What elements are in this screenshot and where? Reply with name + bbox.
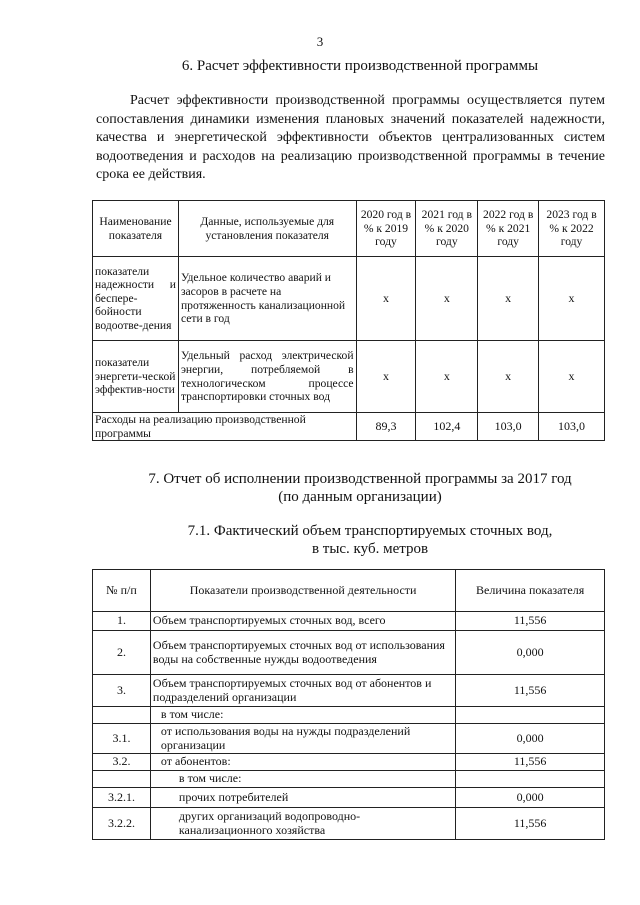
value-cell: х: [356, 341, 416, 413]
header-cell: 2023 год в % к 2022 году: [539, 201, 605, 257]
row-label: в том числе:: [150, 771, 455, 788]
indicator-data: Удельное количество аварий и засоров в расчете на протяженность канализационной сети в год: [178, 257, 356, 341]
row-value: 11,556: [456, 675, 605, 707]
row-label: других организаций водопроводно-канализационного хозяйства: [150, 808, 455, 840]
value-cell: х: [416, 257, 478, 341]
header-cell: Величина показателя: [456, 570, 605, 612]
section-7-title-line2: (по данным организации): [278, 489, 442, 505]
table-row: [93, 675, 605, 707]
row-value: [456, 771, 605, 788]
table-row: [93, 612, 605, 631]
row-label: от абонентов:: [150, 754, 455, 771]
header-cell: 2022 год в % к 2021 году: [478, 201, 539, 257]
row-label: от использования воды на нужды подразделений организации: [150, 724, 455, 754]
row-number: 1.: [93, 612, 151, 631]
table-row: [93, 341, 605, 413]
value-cell: х: [356, 257, 416, 341]
row-number: 2.: [93, 631, 151, 675]
section-7-1-title: [160, 522, 580, 558]
value-cell: х: [539, 341, 605, 413]
header-cell: Показатели производственной деятельности: [150, 570, 455, 612]
header-cell: 2021 год в % к 2020 году: [416, 201, 478, 257]
row-number: [93, 707, 151, 724]
section-7-title: [120, 470, 600, 506]
row-label: Объем транспортируемых сточных вод от использования воды на собственные нужды водоотведения: [150, 631, 455, 675]
row-number: 3.1.: [93, 724, 151, 754]
total-value: 102,4: [416, 413, 478, 441]
section-7-title-line1: 7. Отчет об исполнении производственной программы за 2017 год: [148, 471, 572, 487]
value-cell: х: [539, 257, 605, 341]
value-cell: х: [478, 341, 539, 413]
header-cell: Наименование показателя: [93, 201, 179, 257]
indicator-data: Удельный расход электрической энергии, потребляемой в технологическом процессе транспортировки сточных вод: [178, 341, 356, 413]
row-value: [456, 707, 605, 724]
row-label: Объем транспортируемых сточных вод от абонентов и подразделений организации: [150, 675, 455, 707]
table-row: [93, 724, 605, 754]
value-cell: х: [478, 257, 539, 341]
section-6-paragraph: Расчет эффективности производственной программы осуществляется путем сопоставления динамики изменения плановых значений показателей надежности, качества и энергетической эффективности объектов централизованных систем водоотведения и расходов на реализацию производственной программы в течение срока ее действия.: [96, 93, 605, 183]
section-7-1-title-line2: в тыс. куб. метров: [311, 541, 429, 557]
table-row: [93, 257, 605, 341]
row-value: 11,556: [456, 612, 605, 631]
row-label: Объем транспортируемых сточных вод, всего: [150, 612, 455, 631]
table-total-row: [93, 413, 605, 441]
table-row: [93, 631, 605, 675]
row-number: 3.: [93, 675, 151, 707]
row-number: 3.2.2.: [93, 808, 151, 840]
table-header-row: [93, 570, 605, 612]
header-cell: Данные, используемые для установления показателя: [178, 201, 356, 257]
total-label: Расходы на реализацию производственной программы: [93, 413, 357, 441]
table-row: [93, 707, 605, 724]
efficiency-table: [92, 200, 605, 441]
header-cell: 2020 год в % к 2019 году: [356, 201, 416, 257]
page-number: 3: [316, 34, 324, 49]
row-value: 11,556: [456, 754, 605, 771]
total-value: 89,3: [356, 413, 416, 441]
row-value: 0,000: [456, 788, 605, 808]
row-number: 3.2.1.: [93, 788, 151, 808]
value-cell: х: [416, 341, 478, 413]
table-row: [93, 788, 605, 808]
indicator-name: показатели энергети-ческой эффектив-ности: [93, 341, 179, 413]
wastewater-volume-table: [92, 569, 605, 840]
section-6-title: 6. Расчет эффективности производственной программы: [181, 58, 539, 74]
row-label: прочих потребителей: [150, 788, 455, 808]
row-number: 3.2.: [93, 754, 151, 771]
total-value: 103,0: [478, 413, 539, 441]
table-header-row: [93, 201, 605, 257]
table-row: [93, 808, 605, 840]
table-row: [93, 771, 605, 788]
section-7-1-title-line1: 7.1. Фактический объем транспортируемых сточных вод,: [187, 523, 553, 539]
row-number: [93, 771, 151, 788]
row-value: 0,000: [456, 631, 605, 675]
total-value: 103,0: [539, 413, 605, 441]
header-cell: № п/п: [93, 570, 151, 612]
row-label: в том числе:: [150, 707, 455, 724]
row-value: 11,556: [456, 808, 605, 840]
table-row: [93, 754, 605, 771]
indicator-name: показатели надежности и беспере-бойности водоотве-дения: [93, 257, 179, 341]
row-value: 0,000: [456, 724, 605, 754]
